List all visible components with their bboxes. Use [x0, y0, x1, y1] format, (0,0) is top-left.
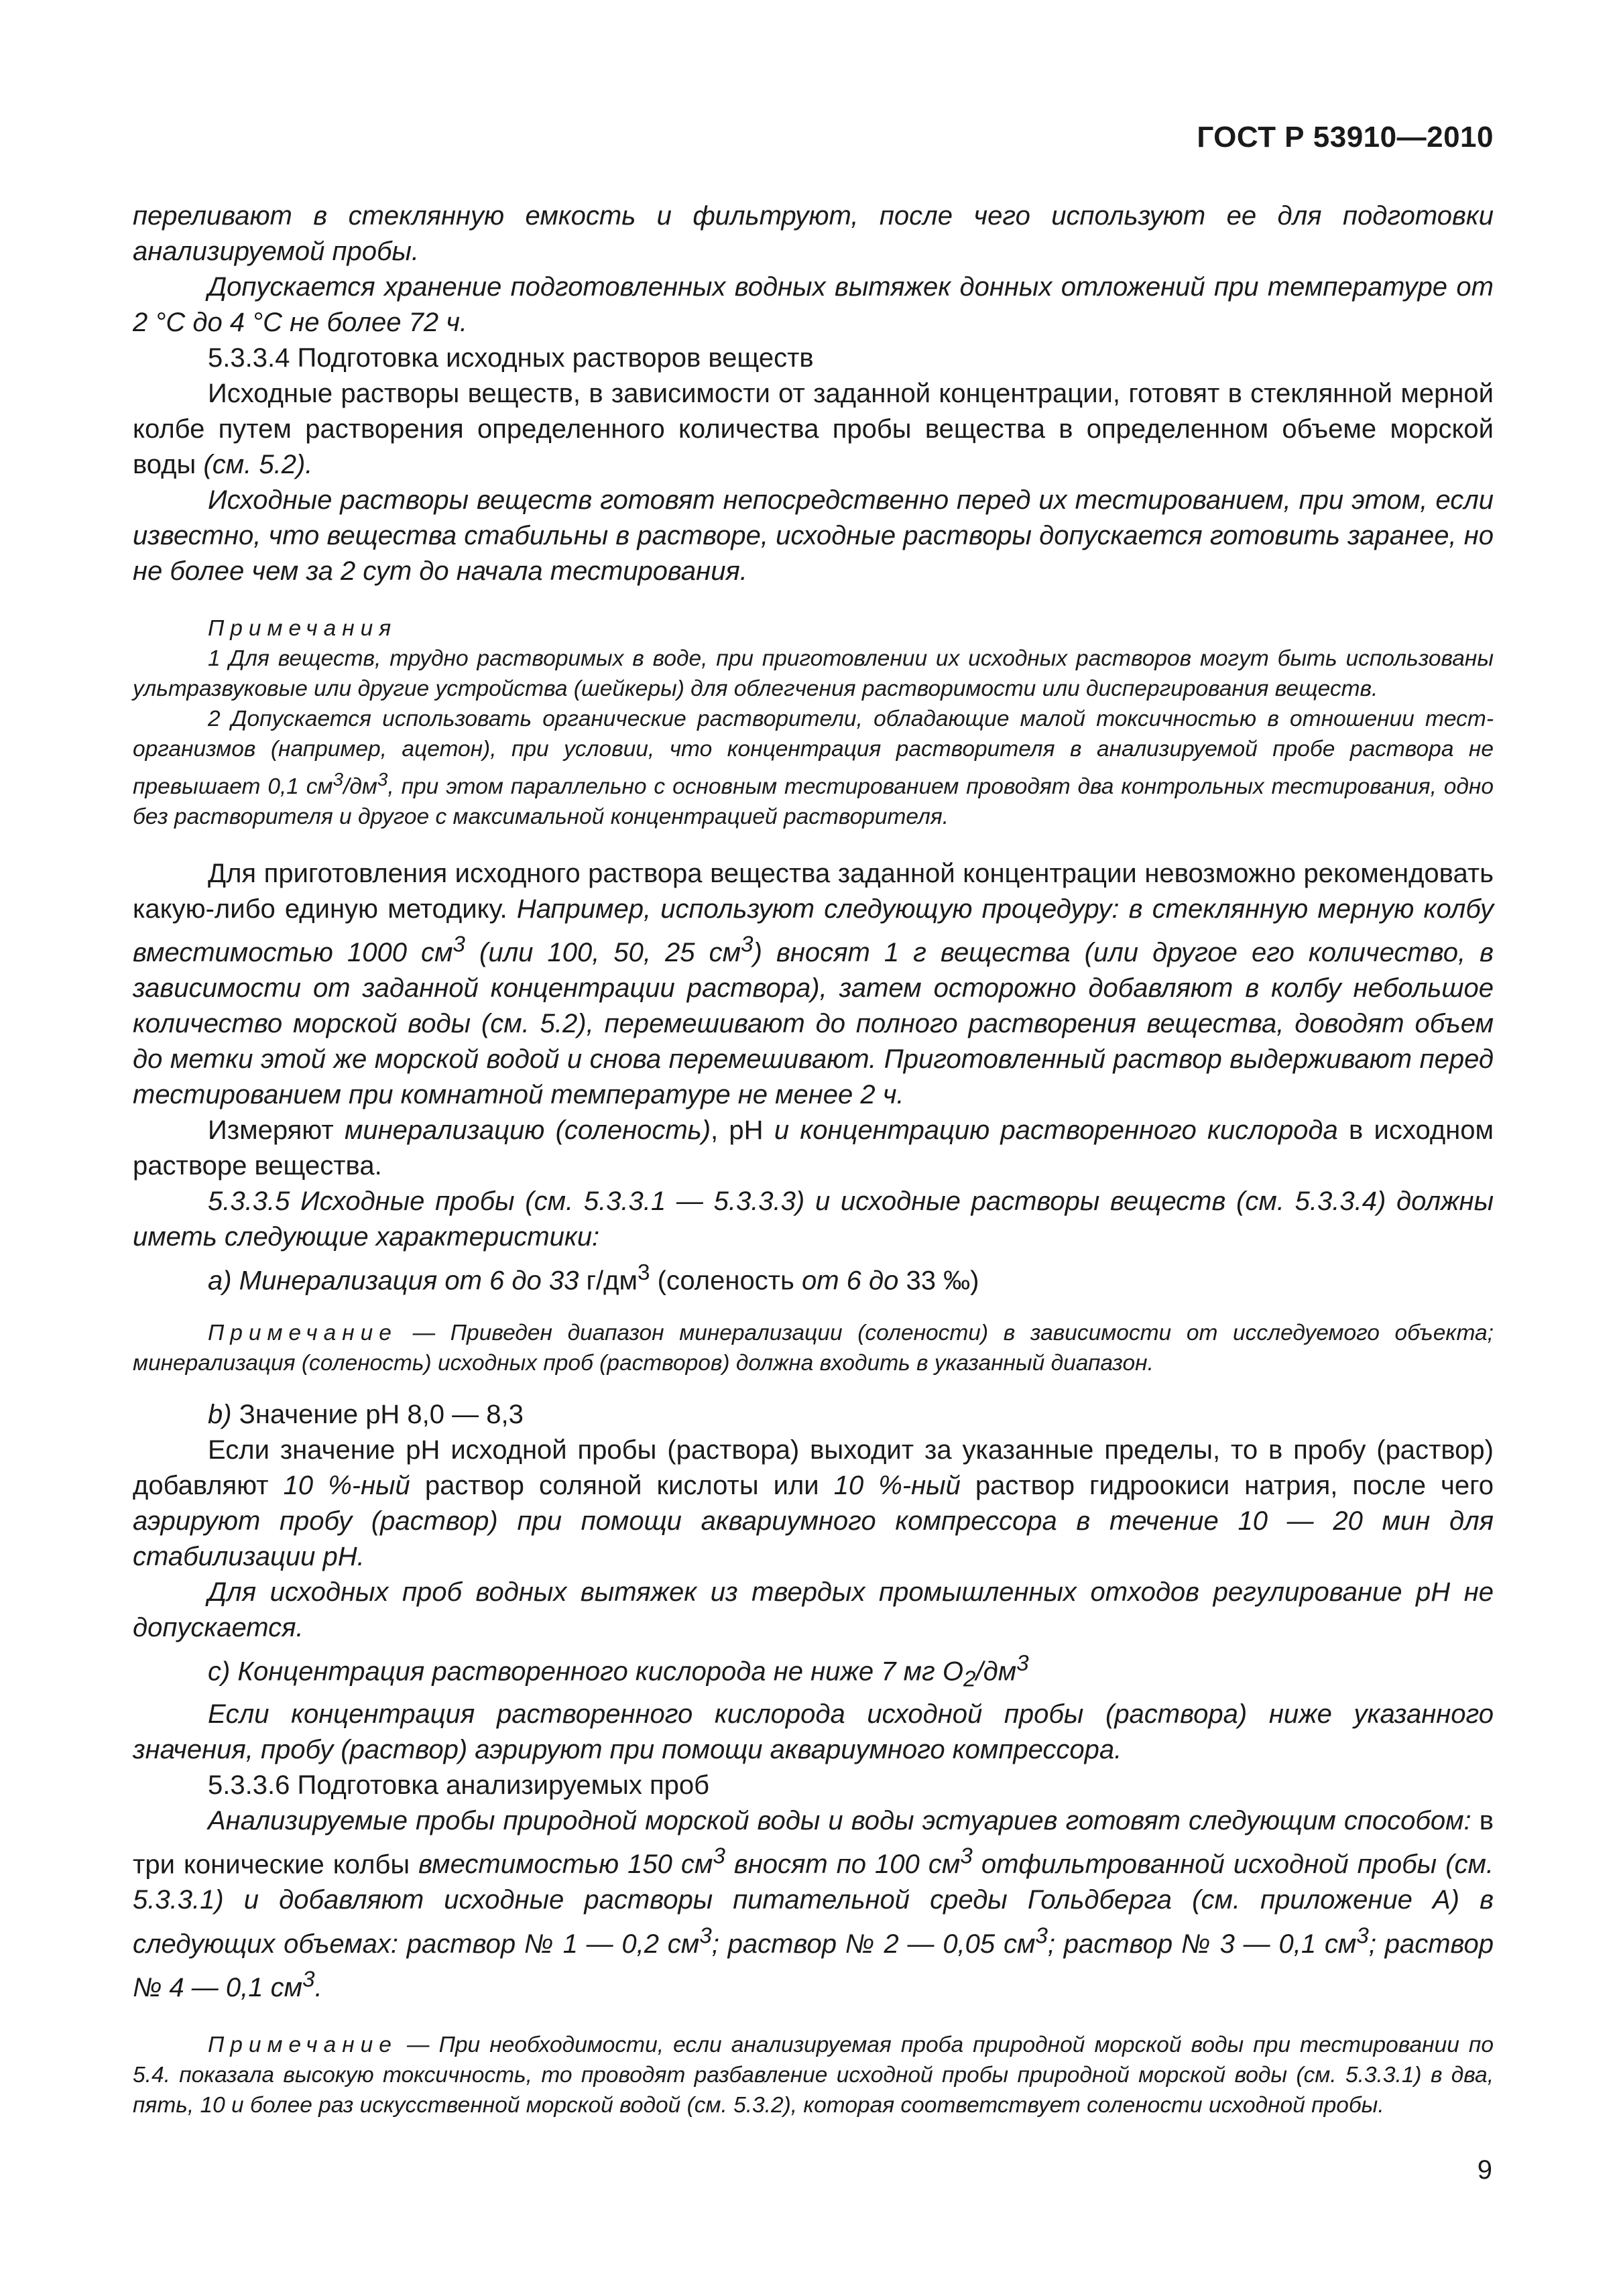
section-heading: 5.3.3.4 Подготовка исходных растворов веществ [208, 343, 814, 373]
paragraph: Исходные растворы веществ, в зависимости от заданной концентрации, готовят в стеклянной мерной колбе путем растворения определенного количества пробы вещества в определенном объеме морской воды (см. 5.2). [133, 379, 1494, 479]
paragraph: Допускается хранение подготовленных водных вытяжек донных отложений при температуре от 2 °С до 4 °С не более 72 ч. [133, 272, 1494, 337]
note-item: 1 Для веществ, трудно растворимых в воде, при приготовлении их исходных растворов могут быть использованы ультразвуковые или другие устройства (шейкеры) для облегчения растворимости или диспергирования веществ. [133, 646, 1494, 701]
paragraph: Анализируемые пробы природной морской воды и воды эстуариев готовят следующим способом: в три конические колбы вместимостью 150 $см^3$ вносят по 100 $см^3$ отфильтрованной исходной пробы (см. 5.3.3.1) и добавляют исходные растворы питательной среды Гольдберга (см. приложение А) в следующих объемах: раствор № 1 — 0,2 $см^3$; раствор № 2 — 0,05 $см^3$; раствор № 3 — 0,1 $см^3$; раствор № 4 — 0,1 $см^3$. [133, 1806, 1494, 2003]
paragraph: Исходные растворы веществ готовят непосредственно перед их тестированием, при этом, если известно, что вещества стабильны в растворе, исходные растворы допускается готовить заранее, но не более чем за 2 сут до начала тестирования. [133, 485, 1494, 586]
page-number: 9 [1477, 2155, 1492, 2185]
paragraph: Если значение pH исходной пробы (раствора) выходит за указанные пределы, то в пробу (раствор) добавляют 10 %-ный раствор соляной кислоты или 10 %-ный раствор гидроокиси натрия, после чего аэрируют пробу (раствор) при помощи аквариумного компрессора в течение 10 — 20 мин для стабилизации pH. [133, 1435, 1494, 1571]
paragraph: Измеряют минерализацию (соленость), pH и концентрацию растворенного кислорода в исходном растворе вещества. [133, 1115, 1494, 1181]
notes-heading: Примечания [208, 616, 398, 641]
paragraph: Если концентрация растворенного кислорода исходной пробы (раствора) ниже указанного значения, пробу (раствор) аэрируют при помощи аквариумного компрессора. [133, 1699, 1494, 1765]
note-item: 2 Допускается использовать органические растворители, обладающие малой токсичностью в отношении тест-организмов (например, ацетон), при условии, что концентрация растворителя в анализируемой пробе раствора не превышает 0,1 $см^3/дм^3$, при этом параллельно с основным тестированием проводят два контрольных тестирования, одно без растворителя и другое с максимальной концентрацией растворителя. [133, 707, 1494, 830]
paragraph: 5.3.3.5 Исходные пробы (см. 5.3.3.1 — 5.3.3.3) и исходные растворы веществ (см. 5.3.3.4) должны иметь следующие характеристики: [133, 1187, 1494, 1252]
note: Примечание — При необходимости, если анализируемая проба природной морской воды при тестировании по 5.4. показала высокую токсичность, то проводят разбавление исходной пробы природной морской воды (см. 5.3.3.1) в два, пять, 10 и более раз искусственной морской водой (см. 5.3.2), которая соответствует солености исходной пробы. [133, 2033, 1494, 2118]
document-header: ГОСТ Р 53910—2010 [1197, 121, 1494, 154]
section-heading: 5.3.3.6 Подготовка анализируемых проб [208, 1770, 710, 1801]
paragraph: Для исходных проб водных вытяжек из твердых промышленных отходов регулирование pH не допускается. [133, 1577, 1494, 1642]
paragraph: переливают в стеклянную емкость и фильтруют, после чего используют ее для подготовки анализируемой пробы. [133, 201, 1494, 266]
list-item: с) Концентрация растворенного кислорода не ниже 7 мг $O_2/дм^3$ [208, 1650, 1029, 1692]
note: Примечание — Приведен диапазон минерализации (солености) в зависимости от исследуемого объекта; минерализация (соленость) исходных проб (растворов) должна входить в указанный диапазон. [133, 1320, 1494, 1376]
paragraph: Для приготовления исходного раствора вещества заданной концентрации невозможно рекомендовать какую-либо единую методику. Например, используют следующую процедуру: в стеклянную мерную колбу вместимостью 1000 $см^3$ (или 100, 50, 25 $см^3$) вносят 1 г вещества (или другое его количество, в зависимости от заданной концентрации раствора), затем осторожно добавляют в колбу небольшое количество морской воды (см. 5.2), перемешивают до полного растворения вещества, доводят объем до метки этой же морской водой и снова перемешивают. Приготовленный раствор выдерживают перед тестированием при комнатной температуре не менее 2 ч. [133, 859, 1494, 1110]
page-body [133, 198, 1494, 2120]
list-item: b) Значение pH 8,0 — 8,3 [208, 1399, 524, 1429]
list-item: а) Минерализация от 6 до 33 $г/дм^3$ (соленость от 6 до 33 ‰) [208, 1260, 979, 1296]
